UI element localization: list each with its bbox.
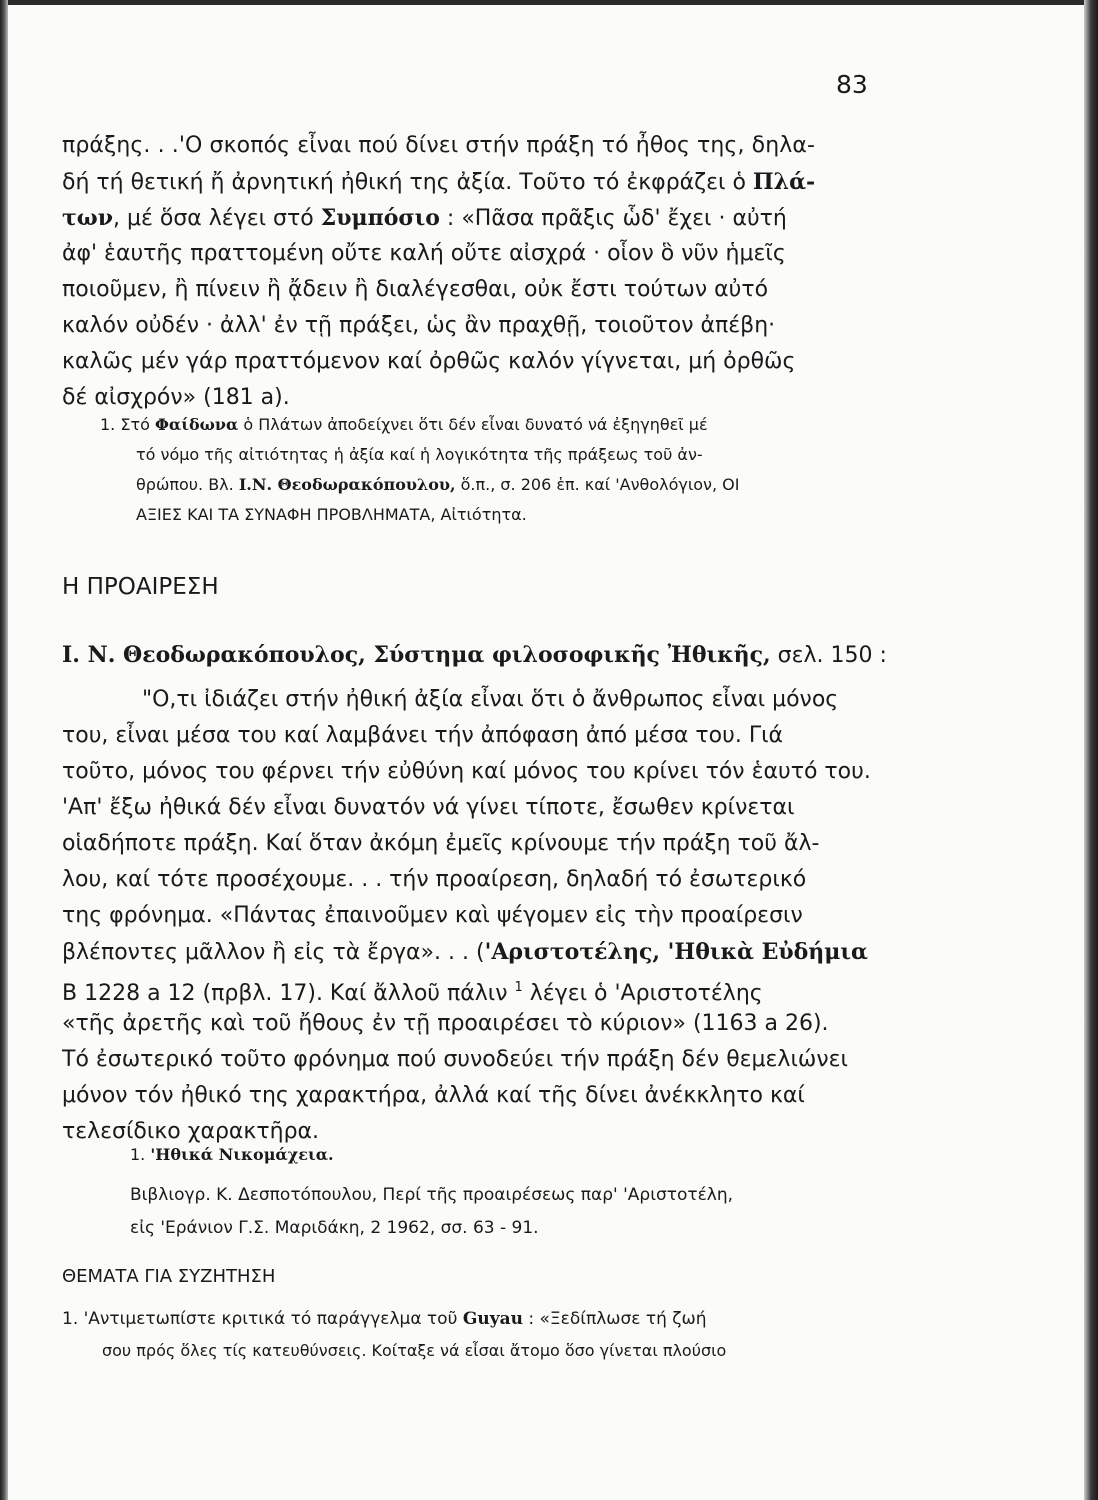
text-line: 'Απ' ἔξω ἠθικά δέν εἶναι δυνατόν νά γίνει τίποτε, ἔσωθεν κρίνεται xyxy=(62,795,795,820)
text-line: τοῦτο, μόνος του φέρνει τήν εὐθύνη καί μόνος του κρίνει τόν ἑαυτό του. xyxy=(62,759,871,784)
discussion-heading: ΘΕΜΑΤΑ ΓΙΑ ΣΥΖΗΤΗΣΗ xyxy=(62,1266,276,1287)
text-line xyxy=(62,164,880,200)
discussion-item-1 xyxy=(62,1303,892,1367)
work-title: 'Αριστοτέλης, 'Ηθικὰ Εὐδήμια xyxy=(484,939,868,965)
bibliography-line: εἰς 'Εράνιον Γ.Σ. Μαριδάκη, 2 1962, σσ. 63 - 91. xyxy=(130,1218,539,1238)
work-title: Συμπόσιο xyxy=(320,205,440,231)
text-line: «τῆς ἀρετῆς καὶ τοῦ ἤθους ἐν τῇ προαιρέσει τὸ κύριον» (1163 a 26). xyxy=(62,1011,829,1036)
footnote-line xyxy=(100,410,890,440)
text-line: ποιοῦμεν, ἢ πίνειν ἢ ᾄδειν ἢ διαλέγεσθαι, οὐκ ἔστι τούτων αὐτό xyxy=(62,277,769,302)
discussion-line xyxy=(62,1303,892,1335)
footnote-line: ΑΞΙΕΣ ΚΑΙ ΤΑ ΣΥΝΑΦΗ ΠΡΟΒΛΗΜΑΤΑ, Αἰτιότητα. xyxy=(136,505,527,524)
work-title: 'Ηθικά Νικομάχεια. xyxy=(150,1145,334,1164)
text-line xyxy=(62,970,880,1006)
bibliography xyxy=(130,1179,900,1245)
author-name: Guyau xyxy=(462,1309,523,1329)
text-line: μόνον τόν ἠθικό της χαρακτήρα, ἀλλά καί τῆς δίνει ἀνέκκλητο καί xyxy=(62,1083,805,1108)
text-run: : «Ξεδίπλωσε τή ζωή xyxy=(522,1309,707,1329)
bibliography-line: Βιβλιογρ. Κ. Δεσποτόπουλου, Περί τῆς προαιρέσεως παρ' 'Αριστοτέλη, xyxy=(130,1185,734,1205)
text-run: 1. Στό xyxy=(100,415,155,434)
footnote-line xyxy=(130,1140,830,1170)
text-line: δέ αἰσχρόν» (181 a). xyxy=(62,385,290,410)
footnote-line xyxy=(100,470,890,500)
text-line xyxy=(62,934,880,970)
work-title: Φαίδωνα xyxy=(154,415,239,434)
text-line: τελεσίδικο χαρακτῆρα. xyxy=(62,1119,320,1144)
text-line: Τό ἐσωτερικό τοῦτο φρόνημα πού συνοδεύει τήν πράξη δέν θεμελιώνει xyxy=(62,1047,848,1072)
text-run: θρώπου. Βλ. xyxy=(136,475,239,494)
text-line: "Ο,τι ἰδιάζει στήν ἠθική ἀξία εἶναι ὅτι ὁ ἄνθρωπος εἶναι μόνος xyxy=(142,687,839,712)
text-run: λέγει ὁ 'Αριστοτέλης xyxy=(522,981,763,1006)
text-line: ἀφ' ἑαυτῆς πραττομένη οὔτε καλή οὔτε αἰσχρά · οἷον ὃ νῦν ἡμεῖς xyxy=(62,241,786,266)
text-run: ὁ Πλάτων ἀποδείχνει ὅτι δέν εἶναι δυνατό νά ἐξηγηθεῖ μέ xyxy=(238,415,708,434)
text-line: οἱαδήποτε πράξη. Καί ὅταν ἀκόμη ἐμεῖς κρίνουμε τήν πράξη τοῦ ἄλ- xyxy=(62,831,820,856)
paragraph-intro xyxy=(62,128,880,416)
text-run: ὅ.π., σ. 206 ἑπ. καί 'Ανθολόγιον, ΟΙ xyxy=(455,475,740,494)
reference-author-title: Ι. Ν. Θεοδωρακόπουλος, Σύστημα φιλοσοφικῆς Ἠθικῆς, xyxy=(62,642,771,668)
section-heading: Η ΠΡΟΑΙΡΕΣΗ xyxy=(62,574,219,600)
footnote-1 xyxy=(100,410,890,530)
source-reference xyxy=(62,642,887,668)
text-line: καλόν οὐδέν · ἀλλ' ἐν τῇ πράξει, ὡς ἂν πραχθῇ, τοιοῦτον ἀπέβη· xyxy=(62,313,776,338)
paragraph-proairesis xyxy=(62,682,880,1150)
text-line: πράξης. . .'Ο σκοπός εἶναι πού δίνει στήν πράξη τό ἦθος της, δηλα- xyxy=(62,133,815,158)
text-run: , μέ ὅσα λέγει στό xyxy=(113,206,321,231)
text-run: Β 1228 a 12 (πρβλ. 17). Καί ἄλλοῦ πάλιν xyxy=(62,981,515,1006)
reference-page: σελ. 150 : xyxy=(770,643,887,668)
scan-edge-left xyxy=(0,0,8,1500)
page-number: 83 xyxy=(836,70,868,99)
author-name: των xyxy=(62,205,114,231)
text-run: βλέποντες μᾶλλον ἢ εἰς τὰ ἔργα». . . ( xyxy=(62,940,485,965)
text-line: της φρόνημα. «Πάντας ἐπαινοῦμεν καὶ ψέγομεν εἰς τὴν προαίρεσιν xyxy=(62,903,803,928)
discussion-line: σου πρός ὅλες τίς κατευθύνσεις. Κοίταξε νά εἶσαι ἄτομο ὅσο γίνεται πλούσιο xyxy=(102,1341,727,1360)
text-line: λου, καί τότε προσέχουμε. . . τήν προαίρεση, δηλαδή τό ἐσωτερικό xyxy=(62,867,807,892)
author-name: Πλά- xyxy=(752,169,816,195)
footnote-2 xyxy=(130,1140,830,1170)
footnote-line: τό νόμο τῆς αἰτιότητας ἡ ἀξία καί ἡ λογικότητα τῆς πράξεως τοῦ ἀν- xyxy=(136,445,703,464)
footnote-marker: 1 xyxy=(514,980,523,995)
scan-edge-right xyxy=(1084,0,1098,1500)
author-name: Ι.Ν. Θεοδωρακόπουλου, xyxy=(238,475,456,494)
text-line: καλῶς μέν γάρ πραττόμενον καί ὀρθῶς καλόν γίγνεται, μή ὀρθῶς xyxy=(62,349,796,374)
text-run: : «Πᾶσα πρᾶξις ὧδ' ἔχει · αὐτή xyxy=(439,206,787,231)
text-run: δή τή θετική ἤ ἀρνητική ἠθική της ἀξία. Τοῦτο τό ἐκφράζει ὁ xyxy=(62,170,753,195)
text-line: του, εἶναι μέσα του καί λαμβάνει τήν ἀπόφαση ἀπό μέσα του. Γιά xyxy=(62,723,784,748)
scan-edge-top xyxy=(0,0,1098,5)
text-run: 1. xyxy=(130,1145,151,1164)
text-run: 1. 'Αντιμετωπίστε κριτικά τό παράγγελμα τοῦ xyxy=(62,1309,463,1329)
text-line xyxy=(62,200,880,236)
